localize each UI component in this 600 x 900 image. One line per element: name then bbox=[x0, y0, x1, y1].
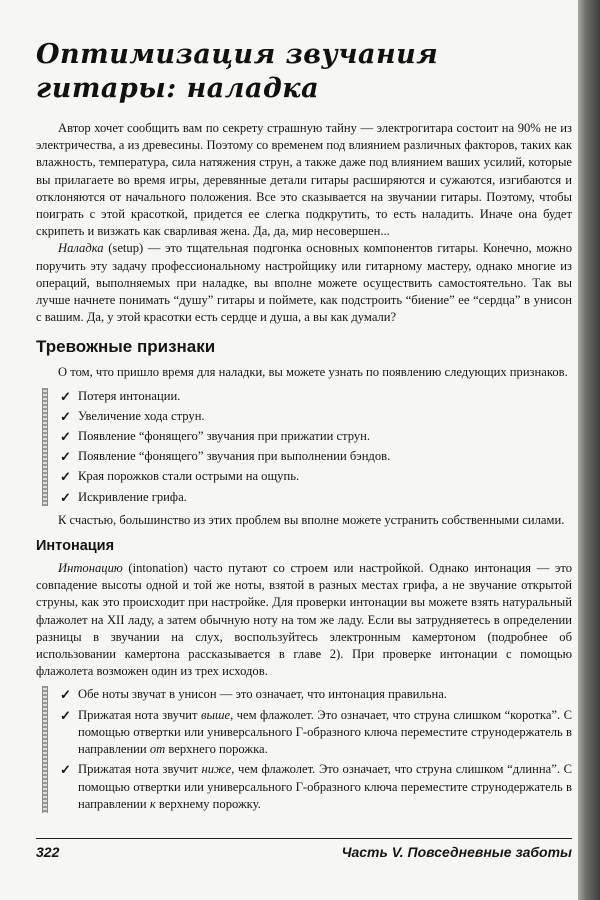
item-emphasis: выше bbox=[200, 707, 231, 722]
list-item bbox=[60, 388, 572, 405]
term-setup: Наладка bbox=[58, 241, 104, 256]
page-content bbox=[36, 38, 572, 819]
intro-paragraph-2-text: (setup) — это тщательная подгонка основных компонентов гитары. Конечно, можно поручить эту задачу профессиональному настройщику или гитарному мастеру, однако многие из операций, выполняемых при наладке, вы вполне можете осуществить самостоятельно. Так вы лучше начнете понимать “душу” гитары и поймете, как подстроить “биение” ее “сердца” в унисон с вашим. Да, у этой красотки есть сердце и душа, а вы как думали? bbox=[36, 241, 572, 325]
check-icon: ✓ bbox=[60, 687, 71, 703]
item-text-part: верхнего порожка. bbox=[165, 742, 268, 757]
part-title: Часть V. Повседневные заботы bbox=[341, 844, 572, 860]
section-heading-intonation: Интонация bbox=[36, 538, 115, 555]
page-edge-shadow bbox=[578, 0, 600, 900]
item-text-part: , чем флажолет. Это означает, что струна слишком “коротка”. С помощью отвертки или универсального Г-образного ключа переместите струнодержатель в направлении bbox=[78, 707, 572, 757]
list-item-text bbox=[78, 707, 572, 759]
intonation-paragraph bbox=[36, 560, 572, 680]
list-item-text: Потеря интонации. bbox=[78, 388, 181, 403]
intro-paragraph-2 bbox=[36, 240, 572, 326]
list-item-text: Появление “фонящего” звучания при прижатии струн. bbox=[78, 429, 371, 444]
list-item bbox=[60, 408, 572, 425]
check-icon: ✓ bbox=[60, 408, 71, 424]
list-item bbox=[60, 761, 572, 813]
list-item-text bbox=[78, 686, 572, 703]
item-text-part: Прижатая нота звучит bbox=[78, 762, 202, 777]
list-item-text: Искривление грифа. bbox=[78, 489, 187, 504]
list-item bbox=[60, 448, 572, 465]
item-emphasis: от bbox=[149, 742, 166, 757]
item-text-part: верхнему порожку. bbox=[155, 796, 261, 811]
item-emphasis: к bbox=[149, 796, 156, 811]
list-item bbox=[60, 468, 572, 485]
page-footer bbox=[36, 838, 572, 860]
item-emphasis: ниже bbox=[201, 762, 232, 777]
list-item bbox=[60, 707, 572, 759]
check-icon: ✓ bbox=[60, 388, 71, 404]
list-item bbox=[60, 686, 572, 703]
intro-paragraph-1: Автор хочет сообщить вам по секрету страшную тайну — электрогитара состоит на 90% не из электричества, а из древесины. Поэтому со временем под влиянием различных факторов, таких как влажность, температура, сила натяжения струн, а также даже под влиянием ваших усилий, которые вы прилагаете во время игры, деревянные детали гитары расширяются и сужаются, изгибаются и отклоняются от начального положения. Все это сказывается на звучании гитары. Поэтому, чтобы поиграть с этой красоткой, придется ее слегка подкрутить, то есть наладить. Иначе она будет скрипеть и визжать как сварливая жена. Да, да, мир несовершен... bbox=[36, 121, 572, 239]
check-icon: ✓ bbox=[60, 762, 71, 778]
item-text-part: Прижатая нота звучит bbox=[78, 707, 201, 722]
list-item-text: Увеличение хода струн. bbox=[78, 408, 205, 423]
list-item bbox=[60, 489, 572, 506]
section-heading-warning-signs: Тревожные признаки bbox=[36, 337, 216, 357]
item-text-part: , чем флажолет. Это означает, что струна слишком “длинна”. С помощью отвертки или универсального Г-образного ключа переместите струнодержатель в направлении bbox=[78, 762, 572, 811]
check-icon: ✓ bbox=[60, 449, 71, 465]
check-icon: ✓ bbox=[60, 469, 71, 485]
page-number: 322 bbox=[36, 844, 60, 860]
list-item bbox=[60, 428, 572, 445]
intonation-outcomes-list bbox=[36, 686, 572, 812]
term-intonation: Интонацию bbox=[58, 561, 123, 576]
page-title: Оптимизация звучания гитары: наладка bbox=[36, 39, 439, 104]
check-icon: ✓ bbox=[60, 489, 71, 505]
intonation-paragraph-text: (intonation) часто путают со строем или настройкой. Однако интонация — это совпадение высоты одной и той же ноты, взятой в разных местах грифа, а не звучание открытой струны, как это происходит при настройке. Для проверки интонации вы можете взять натуральный флажолет на XII ладу, а затем обычную ноту на том же ладу. Если вы затрудняетесь в определении разницы в звучании на слух, воспользуйтесь электронным камертоном (подробнее об использовании камертона рассказывается в главе 2). При проверке интонации с помощью флажолета возможен один из трех исходов. bbox=[36, 561, 572, 679]
warning-signs-outro: К счастью, большинство из этих проблем вы вполне можете устранить собственными силами. bbox=[58, 512, 565, 527]
list-item-text: Края порожков стали острыми на ощупь. bbox=[78, 469, 300, 484]
warning-signs-lead: О том, что пришло время для наладки, вы можете узнать по появлению следующих признаков. bbox=[58, 365, 568, 380]
list-item-text bbox=[78, 761, 572, 813]
item-text-part: Обе ноты звучат в унисон — это означает, что интонация правильна. bbox=[78, 687, 447, 702]
check-icon: ✓ bbox=[60, 429, 71, 445]
list-item-text: Появление “фонящего” звучания при выполнении бэндов. bbox=[78, 449, 391, 464]
warning-signs-list bbox=[36, 388, 572, 506]
check-icon: ✓ bbox=[60, 707, 71, 723]
